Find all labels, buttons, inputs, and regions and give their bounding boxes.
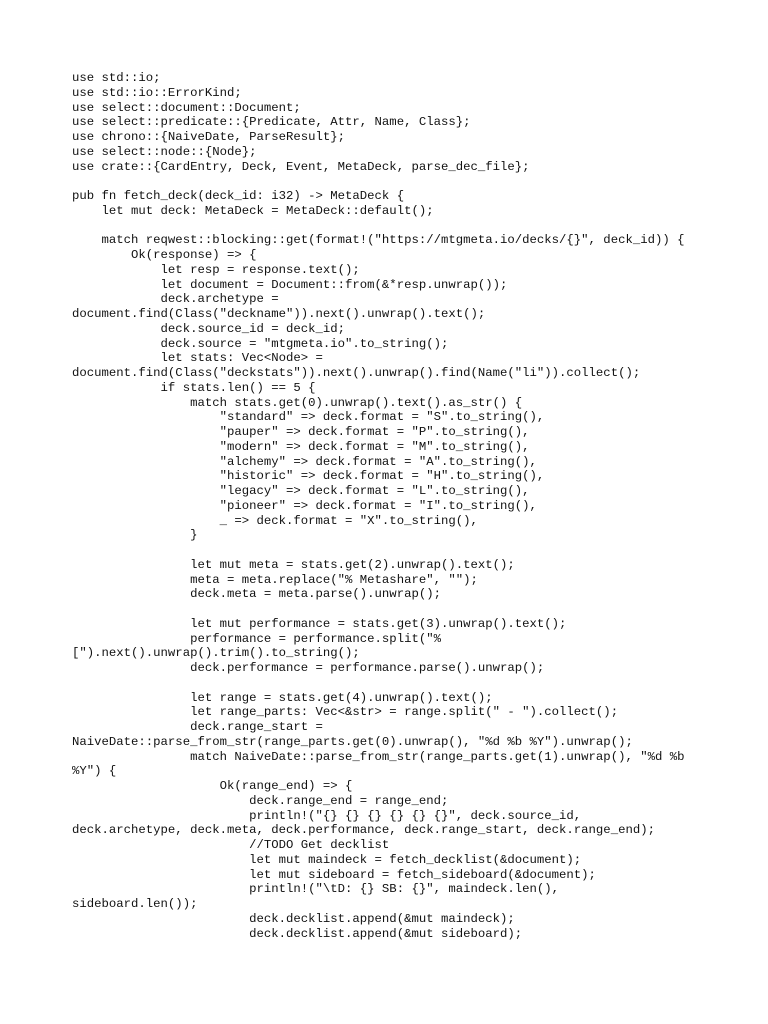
code-line [72, 219, 712, 234]
code-line [72, 174, 712, 189]
code-line: if stats.len() == 5 { [72, 380, 316, 395]
code-line: Ok(range_end) => { [72, 779, 353, 793]
code-line: "standard" => deck.format = "S".to_string(), [72, 410, 545, 425]
code-line: let stats: Vec<Node> = [72, 351, 323, 366]
code-line: deck.performance = performance.parse().unwrap(); [72, 661, 545, 675]
code-line: let mut deck: MetaDeck = MetaDeck::default(); [72, 203, 434, 218]
code-line: meta = meta.replace("% Metashare", ""); [72, 572, 478, 587]
code-line: %Y") { [72, 764, 117, 779]
code-line: match reqwest::blocking::get(format!("https://mtgmeta.io/decks/{}", deck_id)) { [72, 233, 685, 248]
code-line: println!("{} {} {} {} {} {}", deck.source_id, [72, 808, 582, 823]
code-line: pub fn fetch_deck(deck_id: i32) -> MetaDeck { [72, 189, 405, 203]
code-line: deck.range_start = [72, 720, 323, 734]
code-line: deck.archetype = [72, 292, 279, 307]
code-line: match NaiveDate::parse_from_str(range_parts.get(1).unwrap(), "%d %b [72, 749, 685, 764]
code-line: "alchemy" => deck.format = "A".to_string(), [72, 454, 537, 469]
code-line: deck.meta = meta.parse().unwrap(); [72, 587, 441, 602]
code-line: match stats.get(0).unwrap().text().as_str() { [72, 395, 523, 410]
code-line: "pauper" => deck.format = "P".to_string(), [72, 425, 530, 439]
code-line: let range = stats.get(4).unwrap().text(); [72, 690, 493, 705]
code-line: use select::predicate::{Predicate, Attr, Name, Class}; [72, 115, 471, 130]
code-line: sideboard.len()); [72, 897, 198, 911]
code-line [72, 602, 712, 617]
code-line: deck.decklist.append(&mut sideboard); [72, 926, 523, 941]
code-line: deck.decklist.append(&mut maindeck); [72, 911, 515, 926]
code-line: "pioneer" => deck.format = "I".to_string(), [72, 498, 537, 513]
code-line: let resp = response.text(); [72, 262, 360, 277]
code-line: deck.range_end = range_end; [72, 793, 449, 808]
code-line [72, 676, 712, 691]
code-line: use select::document::Document; [72, 100, 301, 115]
code-line: let range_parts: Vec<&str> = range.split(" - ").collect(); [72, 705, 619, 720]
code-line: use select::node::{Node}; [72, 144, 257, 159]
code-line: deck.source = "mtgmeta.io".to_string(); [72, 336, 449, 351]
code-line: document.find(Class("deckname")).next().unwrap().text(); [72, 307, 486, 321]
code-line: NaiveDate::parse_from_str(range_parts.get(0).unwrap(), "%d %b %Y").unwrap(); [72, 734, 633, 749]
code-line: [").next().unwrap().trim().to_string(); [72, 646, 360, 661]
code-line: let mut maindeck = fetch_decklist(&document); [72, 852, 582, 867]
code-line: } [72, 528, 198, 543]
code-line [72, 543, 712, 558]
code-line: "historic" => deck.format = "H".to_string(), [72, 469, 545, 484]
code-line: use std::io::ErrorKind; [72, 85, 242, 100]
code-line: deck.source_id = deck_id; [72, 321, 346, 336]
code-line: use chrono::{NaiveDate, ParseResult}; [72, 130, 346, 144]
code-line: deck.archetype, deck.meta, deck.performance, deck.range_start, deck.range_end); [72, 823, 655, 838]
code-line: "modern" => deck.format = "M".to_string(), [72, 439, 530, 454]
code-line: Ok(response) => { [72, 248, 257, 262]
code-line: _ => deck.format = "X".to_string(), [72, 513, 478, 528]
code-line: let document = Document::from(&*resp.unwrap()); [72, 277, 508, 292]
code-line: println!("\tD: {} SB: {}", maindeck.len(), [72, 882, 560, 897]
code-line: document.find(Class("deckstats")).next().unwrap().find(Name("li")).collect(); [72, 366, 641, 380]
code-line: use std::io; [72, 71, 161, 85]
code-line: "legacy" => deck.format = "L".to_string(), [72, 484, 530, 498]
code-line: use crate::{CardEntry, Deck, Event, MetaDeck, parse_dec_file}; [72, 159, 530, 174]
code-line: let mut meta = stats.get(2).unwrap().text(); [72, 557, 515, 572]
code-listing [72, 71, 712, 941]
code-line: //TODO Get decklist [72, 838, 390, 852]
code-line: let mut performance = stats.get(3).unwrap().text(); [72, 616, 567, 631]
code-line: performance = performance.split("% [72, 631, 441, 646]
code-line: let mut sideboard = fetch_sideboard(&document); [72, 867, 596, 882]
